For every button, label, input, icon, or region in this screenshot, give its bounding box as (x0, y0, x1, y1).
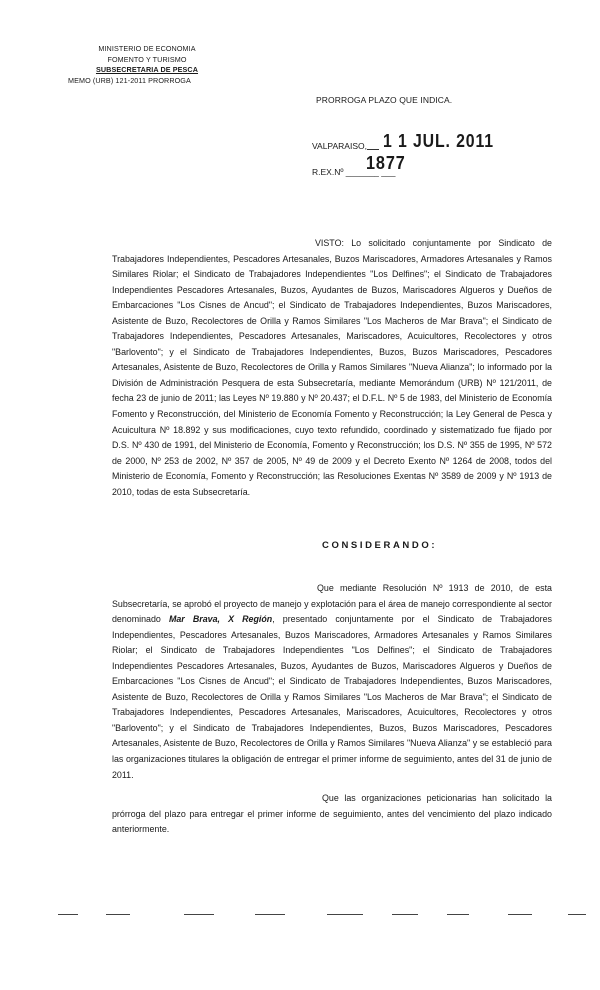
considerando-paragraph-1 (112, 581, 552, 783)
letterhead-ministry: MINISTERIO DE ECONOMIA (98, 44, 196, 53)
footer-rule (508, 914, 532, 915)
visto-paragraph: VISTO: Lo solicitado conjuntamente por Sindicato de Trabajadores Independientes, Pescadores Artesanales, Buzos Mariscadores, Armadores Artesanales y Ramos Similares Riolar; el Sindicato de Trabajadores Independientes "Los Delfines"; el Sindicato de Trabajadores Independientes Pescadores Artesanales, Buzos, Ayudantes de Buzos, Mariscadores Algueros y Dueños de Embarcaciones "Los Cisnes de Ancud"; el Sindicato de Trabajadores Independientes, Buzos Mariscadores, Asistente de Buzo, Recolectores de Orilla y Ramos Similares "Los Macheros de Mar Brava"; el Sindicato de Trabajadores Independientes, Pescadores Artesanales, Mariscadores, Acuicultores, Recolectores y otros "Barlovento"; y el Sindicato de Trabajadores Independientes, Buzos, Buzos Mariscadores, Pescadores Artesanales, Asistente de Buzo, Recolectores de Orilla y Ramos Similares "Nueva Alianza"; lo informado por la División de Administración Pesquera de esta Subsecretaría, mediante Memorándum (URB) Nº 121/2011, de fecha 23 de junio de 2011; las Leyes Nº 19.880 y Nº 20.437; el D.F.L. Nº 5 de 1983, del Ministerio de Economía Fomento y Reconstrucción, del Ministerio de Economía Fomento y Reconstrucción; la Ley General de Pesca y Acuicultura Nº 18.892 y sus modificaciones, cuyo texto refundido, coordinado y sistematizado fue fijado por D.S. Nº 430 de 1991, del Ministerio de Economía, Fomento y Reconstrucción; los D.S. Nº 355 de 1995, Nº 572 de 2000, Nº 253 de 2002, Nº 357 de 2005, Nº 49 de 2009 y el Decreto Exento Nº 1264 de 2008, todos del Ministerio de Economía, Fomento y Reconstrucción; las Resoluciones Exentas Nº 3589 de 2009 y Nº 1913 de 2010, todas de esta Subsecretaría. (112, 238, 552, 497)
date-stamp: 1 1 JUL. 2011 (383, 131, 494, 151)
considerando-paragraph-2: Que las organizaciones peticionarias han solicitado la prórroga del plazo para entregar el primer informe de seguimiento, antes del vencimiento del plazo indicado anteriormente. (112, 793, 552, 835)
considerando-heading: CONSIDERANDO: (322, 540, 438, 551)
paragraph-1-text-end: , presentado conjuntamente por el Sindicato de Trabajadores Independientes, Pescadores Artesanales, Buzos Mariscadores, Armadores Artesanales y Ramos Similares Riolar; el Sindicato de Trabajadores Independientes "Los Delfines"; el Sindicato de Trabajadores Independientes Pescadores Artesanales, Buzos, Ayudantes de Buzos, Mariscadores Algueros y Dueños de Embarcaciones "Los Cisnes de Ancud"; el Sindicato de Trabajadores Independientes, Buzos Mariscadores, Asistente de Buzo, Recolectores de Orilla y Ramos Similares "Los Macheros de Mar Brava"; el Sindicato de Trabajadores Independientes, Pescadores Artesanales, Mariscadores, Acuicultores, Recolectores y otros "Barlovento"; y el Sindicato de Trabajadores Independientes, Buzos, Buzos Mariscadores, Pescadores Artesanales, Asistente de Buzo, Recolectores de Orilla y Ramos Similares "Nueva Alianza" y se estableció para las organizaciones titulares la obligación de entregar el primer informe de seguimiento, antes del 31 de junio de 2011. (112, 614, 552, 780)
city-label: VALPARAISO, (312, 141, 367, 151)
letterhead (68, 44, 222, 86)
sector-name: Mar Brava, X Región (168, 614, 273, 625)
footer-rule (58, 914, 78, 915)
footer-rule (255, 914, 285, 915)
paragraph-1-text-start: Que mediante Resolución Nº 1913 de 2010, de esta Subsecretaría, se aprobó el proyecto de manejo y explotación para el área de manejo correspondiente al sector denominado (112, 583, 552, 625)
footer-rule (447, 914, 469, 915)
letterhead-memo: MEMO (URB) 121-2011 PRORROGA (68, 75, 191, 85)
footer-rule (568, 914, 586, 915)
resolution-number: 1877 (366, 153, 406, 173)
footer-rule (327, 914, 363, 915)
letterhead-subsecretaria: SUBSECRETARIA DE PESCA (95, 65, 199, 75)
document-subject: PRORROGA PLAZO QUE INDICA. (316, 95, 453, 105)
number-tick-mark (367, 149, 379, 150)
letterhead-ministry-sub: FOMENTO Y TURISMO (107, 54, 187, 64)
footer-rule (106, 914, 130, 915)
resolution-label: R.EX.Nº _______ ___ (312, 167, 396, 177)
footer-rule (184, 914, 214, 915)
footer-rule (392, 914, 418, 915)
